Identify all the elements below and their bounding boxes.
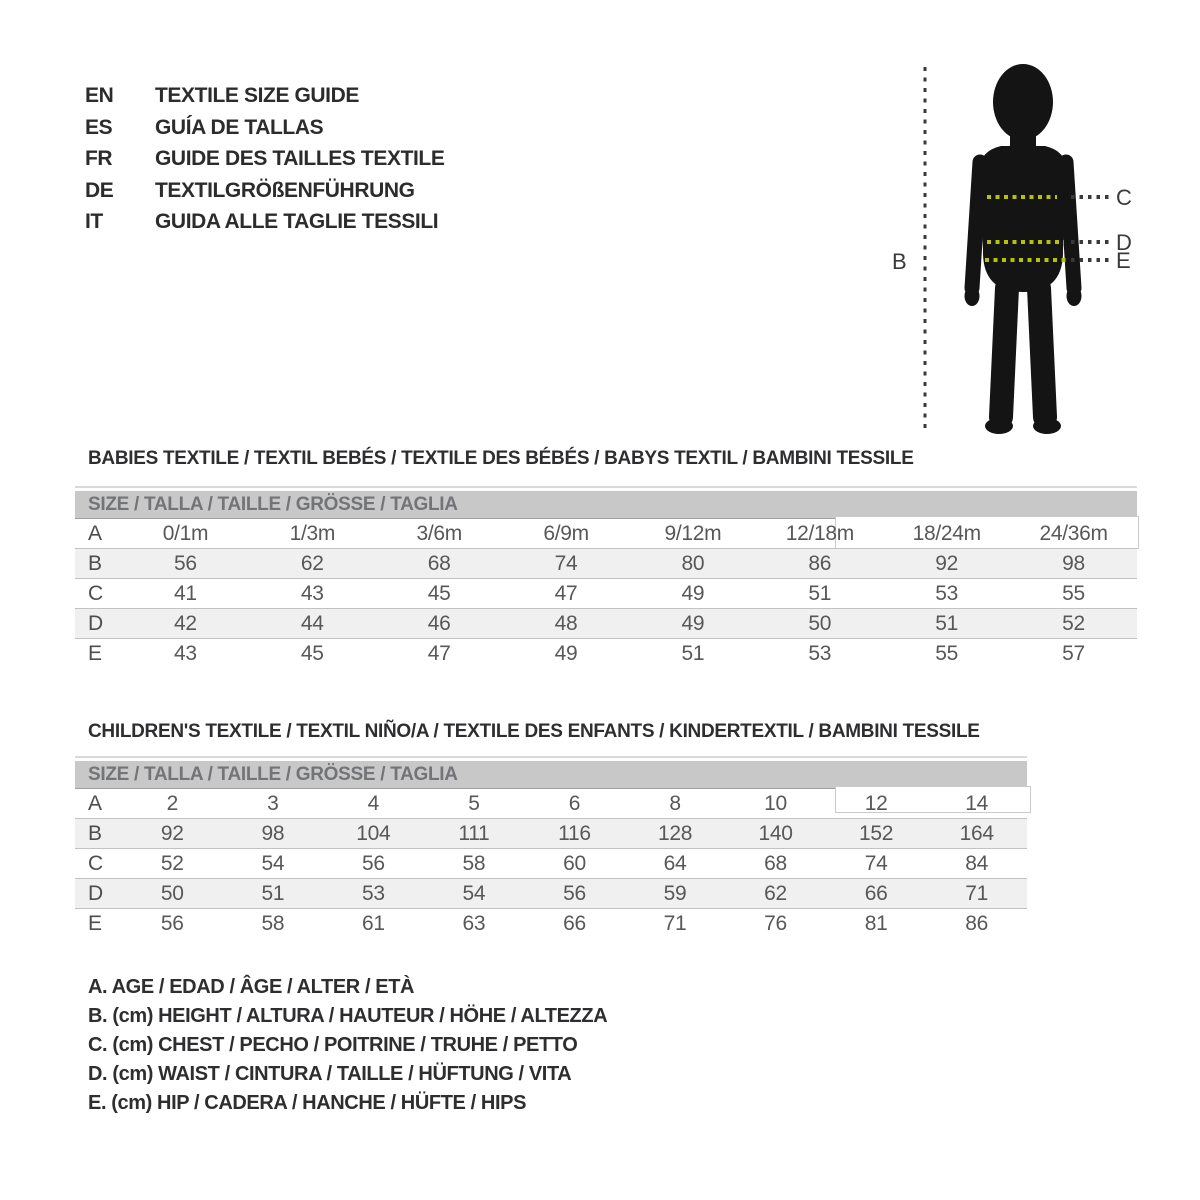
size-value-cell: 62 [725,879,826,909]
size-value-cell: 76 [764,911,787,935]
size-value-cell: 49 [554,641,578,665]
children-section-title: CHILDREN'S TEXTILE / TEXTIL NIÑO/A / TEXTILE DES ENFANTS / KINDERTEXTIL / BAMBINI TESSILE [88,721,980,742]
size-value-cell: 53 [323,879,424,909]
size-value-cell: 140 [725,819,826,849]
size-value-cell: 60 [563,851,586,875]
size-value-cell: 0/1m [162,521,209,545]
row-label: E [88,911,102,935]
size-value-cell: 24/36m [1039,521,1108,545]
size-value-cell: 51 [681,641,705,665]
size-value-cell: 50 [122,879,223,909]
size-value-cell: 44 [249,609,376,639]
row-label: A [88,521,102,545]
measurement-legend [88,973,607,1118]
legend-waist: D. (cm) WAIST / CINTURA / TAILLE / HÜFTUNG / VITA [88,1063,572,1085]
size-value-cell: 6/9m [543,521,589,545]
babies-section-title: BABIES TEXTILE / TEXTIL BEBÉS / TEXTILE DES BÉBÉS / BABYS TEXTIL / BAMBINI TESSILE [88,448,914,469]
table-row-B [75,549,1137,579]
size-value-cell: 84 [965,851,989,875]
size-value-cell: 47 [427,641,451,665]
size-value-cell: 86 [756,549,883,579]
row-label: B [75,819,122,849]
legend-hip: E. (cm) HIP / CADERA / HANCHE / HÜFTE / HIPS [88,1092,527,1114]
size-value-cell: 56 [361,851,385,875]
row-label: C [88,581,103,605]
row-label: D [75,609,122,639]
language-row-de [85,175,444,207]
chest-label: C [1116,185,1132,210]
table-top-rule [75,756,1027,758]
legend-height: B. (cm) HEIGHT / ALTURA / HAUTEUR / HÖHE / ALTEZZA [88,1005,608,1027]
size-value-cell: 164 [926,819,1027,849]
size-value-cell: 53 [935,581,959,605]
size-value-cell: 6 [568,791,581,815]
size-value-cell: 48 [503,609,630,639]
row-label: B [75,549,122,579]
table-row-E [75,639,1137,669]
size-value-cell: 49 [681,581,705,605]
size-value-cell: 74 [503,549,630,579]
waist-label: D [1116,230,1132,255]
size-value-cell: 64 [663,851,687,875]
row-label: E [88,641,102,665]
table-row-D [75,879,1027,909]
size-value-cell: 50 [756,609,883,639]
child-silhouette-figure [880,45,1140,445]
language-row-it [85,206,444,238]
size-value-cell: 5 [468,791,480,815]
size-value-cell: 58 [462,851,486,875]
table-row-D [75,609,1137,639]
size-value-cell: 52 [1010,609,1137,639]
size-value-cell: 55 [935,641,959,665]
size-value-cell: 80 [630,549,757,579]
language-code: DE [85,178,114,202]
size-value-cell: 152 [826,819,927,849]
size-value-cell: 56 [122,549,249,579]
size-value-cell: 3 [267,791,279,815]
babies-table-header: SIZE / TALLA / TAILLE / GRÖSSE / TAGLIA [75,491,1137,519]
table-row-A [75,789,1027,819]
size-value-cell: 8 [669,791,681,815]
size-value-cell: 55 [1062,581,1085,605]
table-row-A [75,519,1137,549]
language-row-es [85,112,444,144]
size-value-cell: 51 [883,609,1010,639]
size-value-cell: 10 [764,791,787,815]
size-value-cell: 14 [965,791,989,815]
guide-title-en: TEXTILE SIZE GUIDE [155,84,359,107]
language-code: EN [85,84,114,107]
size-value-cell: 52 [160,851,184,875]
size-value-cell: 92 [883,549,1010,579]
size-value-cell: 47 [554,581,578,605]
size-value-cell: 74 [864,851,888,875]
legend-chest: C. (cm) CHEST / PECHO / POITRINE / TRUHE / PETTO [88,1034,578,1056]
child-body-silhouette [965,64,1082,434]
language-code: IT [85,210,103,233]
size-value-cell: 98 [223,819,324,849]
guide-title-it: GUIDA ALLE TAGLIE TESSILI [155,210,439,233]
size-value-cell: 62 [249,549,376,579]
size-value-cell: 51 [223,879,324,909]
child-silhouette-icon [880,45,1140,445]
guide-title-de: TEXTILGRÖßENFÜHRUNG [155,178,415,202]
size-value-cell: 1/3m [289,521,336,545]
babies-size-table [75,486,1137,668]
size-value-cell: 56 [160,911,184,935]
table-row-C [75,579,1137,609]
size-value-cell: 71 [663,911,687,935]
guide-title-fr: GUIDE DES TAILLES TEXTILE [155,147,445,170]
size-value-cell: 68 [764,851,787,875]
size-value-cell: 56 [524,879,625,909]
size-value-cell: 54 [261,851,285,875]
size-value-cell: 12 [864,791,888,815]
children-table-header: SIZE / TALLA / TAILLE / GRÖSSE / TAGLIA [75,761,1027,789]
children-table [75,789,1027,938]
language-title-list [85,80,444,238]
language-row-en [85,80,444,112]
size-value-cell: 98 [1010,549,1137,579]
size-value-cell: 86 [965,911,989,935]
row-label: D [75,879,122,909]
size-value-cell: 4 [367,791,380,815]
size-value-cell: 92 [122,819,223,849]
size-value-cell: 12/18m [785,521,854,545]
size-value-cell: 46 [376,609,503,639]
table-row-E [75,909,1027,939]
size-value-cell: 58 [261,911,285,935]
size-value-cell: 9/12m [664,521,722,545]
size-value-cell: 43 [174,641,197,665]
table-row-C [75,849,1027,879]
row-label: C [88,851,103,875]
size-value-cell: 128 [625,819,726,849]
size-value-cell: 18/24m [912,521,981,545]
size-value-cell: 45 [300,641,324,665]
size-value-cell: 42 [122,609,249,639]
table-row-B [75,819,1027,849]
table-top-rule [75,486,1137,488]
size-value-cell: 49 [630,609,757,639]
size-value-cell: 54 [424,879,525,909]
language-row-fr [85,143,444,175]
size-value-cell: 81 [864,911,888,935]
size-value-cell: 66 [826,879,927,909]
size-value-cell: 116 [524,819,625,849]
size-value-cell: 111 [424,819,525,849]
size-value-cell: 3/6m [416,521,462,545]
size-value-cell: 41 [174,581,197,605]
size-value-cell: 45 [427,581,451,605]
guide-title-es: GUÍA DE TALLAS [155,115,324,139]
size-value-cell: 104 [323,819,424,849]
size-value-cell: 63 [462,911,486,935]
size-value-cell: 68 [376,549,503,579]
babies-table [75,519,1137,668]
height-label: B [892,249,907,274]
size-value-cell: 53 [808,641,832,665]
children-size-table [75,756,1027,938]
size-value-cell: 51 [808,581,832,605]
row-label: A [88,791,102,815]
size-value-cell: 2 [166,791,178,815]
size-value-cell: 57 [1062,641,1085,665]
language-code: FR [85,147,113,170]
legend-age: A. AGE / EDAD / ÂGE / ALTER / ETÀ [88,976,415,998]
size-value-cell: 66 [563,911,586,935]
size-value-cell: 43 [300,581,324,605]
size-value-cell: 61 [361,911,385,935]
language-code: ES [85,115,113,139]
size-value-cell: 71 [926,879,1027,909]
size-value-cell: 59 [625,879,726,909]
hip-label: E [1116,248,1131,273]
